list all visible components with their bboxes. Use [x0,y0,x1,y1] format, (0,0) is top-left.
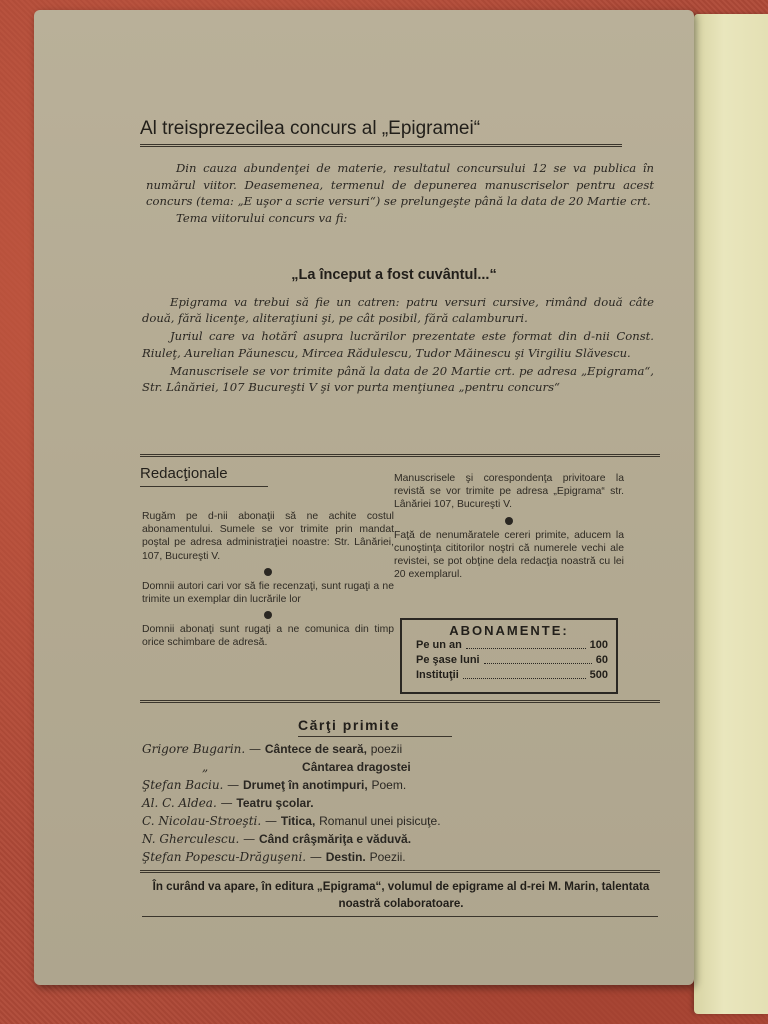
book-entry: C. Nicolau-Stroeşti. — Titica, Romanul unei pisicuţe. [142,814,441,828]
rules-paragraph: Epigrama va trebui să fie un catren: patru versuri cursive, rimând două câte două, fără licenţe, aliteraţiuni şi, pe cât posibil, fără calambururi. [142,295,654,326]
books-received-title: Cărţi primite [298,717,400,733]
books-title-underline [298,736,452,737]
redactionale-note: Faţă de nenumăratele cereri primite, aducem la cunoştinţa cititorilor noştri că numerele vechi ale revistei, se pot obţine dela redacţia noastră cu lei 20 exemplarul. [394,529,624,581]
contest-title: Al treisprezecilea concurs al „Epigramei“ [140,118,481,139]
subscription-row [402,668,616,683]
subscription-price: 100 [589,639,608,651]
book-author: Grigore Bugarin. [142,742,246,756]
redactionale-underline [140,486,268,487]
redactionale-note: Manuscrisele şi corespondenţa privitoare la revistă se vor trimite pe adresa „Epigrama“ str. Lânăriei 107, Bucureşti V. [394,473,624,511]
book-note: poezii [370,742,403,756]
dot-leader [484,653,592,664]
redactionale-note: Domnii autori cari vor să fie recenzaţi, sunt rugaţi a ne trimite un exemplar din lucrările lor [142,580,394,606]
book-title: Când crâşmăriţa e văduvă. [258,832,412,846]
redactionale-right-column [394,472,624,581]
book-entry: N. Gherculescu. — Când crâşmăriţa e văduvă. [142,832,412,846]
next-theme-label: Tema viitorului concurs va fi: [176,210,348,225]
book-title: Cântece de seară, [264,742,367,756]
dot-leader [463,668,586,679]
section-divider [140,700,660,703]
rules-paragraph: Juriul care va hotărî asupra lucrărilor prezentate este format din d-nii Const. Riuleţ, Aurelian Păunescu, Mircea Rădulescu, Tudor Măinescu şi Virgiliu Slăvescu. [142,329,654,360]
subscription-price: 60 [595,654,608,666]
book-title: Teatru şcolar. [236,796,314,810]
bottom-rule [142,916,658,917]
bullet-separator [505,517,513,525]
book-author: „ [202,760,209,774]
redactionale-title: Redacţionale [140,465,228,482]
subscription-row [402,638,616,653]
book-author: Al. C. Aldea. [142,796,217,810]
book-note: Poem. [371,778,407,792]
upcoming-book-announcement: În curând va apare, în editura „Epigrama“, volumul de epigrame al d-rei M. Marin, talentata noastră colaboratoare. [152,880,650,910]
next-theme-title: „La început a fost cuvântul...“ [291,267,497,283]
book-note: Poezii. [369,850,406,864]
redactionale-left-column [142,510,394,650]
books-list [142,740,662,866]
bullet-separator [264,568,272,576]
book-title: Drumeţ în anotimpuri, [243,778,368,792]
book-entry: Grigore Bugarin. — Cântece de seară, poezii [142,742,403,756]
section-divider [140,454,660,457]
subscription-label: Pe şase luni [416,654,480,666]
rules-paragraph: Manuscrisele se vor trimite până la data de 20 Martie crt. pe adresa „Epigrama“, Str. Lânăriei, 107 Bucureşti V şi vor purta menţiunea „pentru concurs“ [142,363,654,395]
intro-text: Din cauza abundenţei de materie, resultatul concursului 12 se va publica în numărul viitor. Deasemenea, termenul de depunerea manuscriselor pentru acest concurs (tema: „E uşor a scrie versuri“) se prelungeşte până la data de 20 Martie crt. [146,161,654,208]
book-author: Ştefan Popescu-Drăguşeni. [142,850,307,864]
magazine-page [34,10,694,985]
subscription-price: 500 [589,669,608,681]
book-entry: Al. C. Aldea. — Teatru şcolar. [142,796,314,810]
bullet-separator [264,611,272,619]
book-author: N. Gherculescu. [142,832,240,846]
dot-leader [466,638,586,649]
redactionale-note: Domnii abonaţi sunt rugaţi a ne comunica din timp orice schimbare de adresă. [142,624,394,649]
subscription-label: Instituţii [416,669,459,681]
book-note: Romanul unei pisicuţe. [319,814,441,828]
book-author: C. Nicolau-Stroeşti. [142,814,262,828]
book-title: Titica, [280,814,316,828]
book-entry [142,758,662,776]
adjacent-page-edge [694,14,768,1014]
redactionale-note: Rugăm pe d-nii abonaţii să ne achite costul abonamentului. Sumele se vor trimite prin mandat poştal pe adresa administraţiei noastre: Str. Lânăriei, 107, Bucureşti V. [142,511,394,562]
contest-rules [142,294,654,397]
book-entry: Ştefan Baciu. — Drumeţ în anotimpuri, Poem. [142,778,407,792]
book-title: Cântarea dragostei [302,760,411,774]
subscription-label: Pe un an [416,639,462,651]
book-entry: Ştefan Popescu-Drăguşeni. — Destin. Poezii. [142,850,406,864]
subscription-title: ABONAMENTE: [449,623,569,638]
book-author: Ştefan Baciu. [142,778,224,792]
contest-intro [146,160,654,226]
subscription-box [400,618,618,694]
book-title: Destin. [325,850,366,864]
subscription-row [402,653,616,668]
title-underline [140,144,622,147]
section-divider [140,870,660,873]
